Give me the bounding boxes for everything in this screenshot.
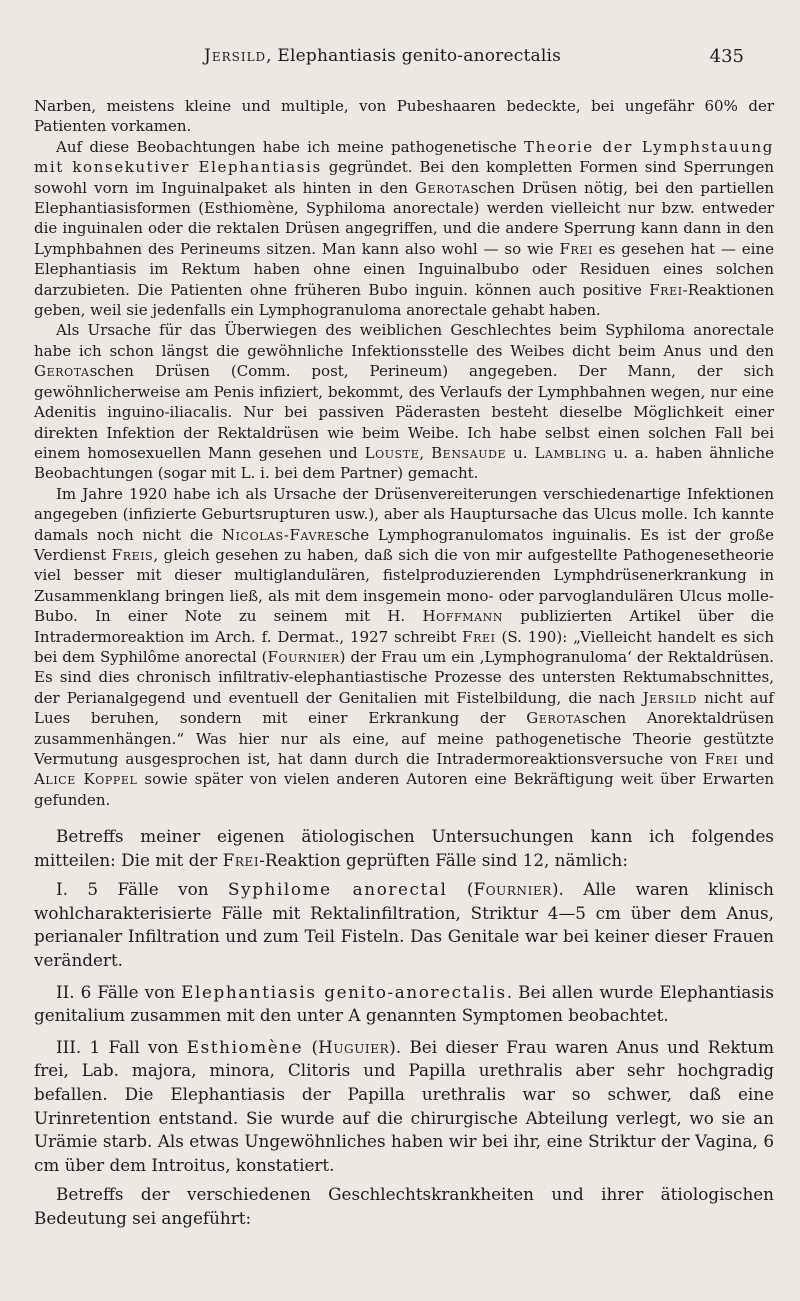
text-run: ( bbox=[303, 1036, 319, 1057]
author-name: Frei bbox=[559, 239, 593, 258]
text-run: ). Bei dieser Frau waren Anus und Rektum frei, Lab. majora, minora, Clitoris und Papilla urethralis aber sehr hochgradig befallen. Die Elephantiasis der Papilla urethralis war so schwer, daß eine Urinretention entstand. Sie wurde auf die chirurgische Abteilung verlegt, wo sie an Urämie starb. Als etwas Ungewöhnliches haben wir bei ihr, eine Striktur der Vagina, 6 cm über dem Introitus, konstatiert. bbox=[34, 1036, 775, 1175]
author-name: Frei bbox=[704, 750, 738, 768]
paragraph-sex-difference bbox=[34, 320, 774, 483]
text-run: (S. 190): „Vielleicht handelt es sich bei dem Syphilôme anorectal ( bbox=[34, 627, 774, 666]
author-name: Jersild bbox=[642, 688, 698, 707]
text-run: Im Jahre 1920 habe ich als Ursache der Drüsenvereiterungen verschiedenartige Infektionen angegeben (infizierte Geburtsrupturen usw.), aber als Hauptursache das Ulcus molle. Ich kannte damals noch nicht die bbox=[34, 484, 774, 544]
text-run: ) der Frau um ein ‚Lymphogranuloma‘ der Rektaldrüsen. Es sind dies chronisch infiltrativ-elephantiastische Prozesse des untersten Rektumabschnittes, der Perianalgegend und eventuell der Genitalien mit Fistelbildung, die nach bbox=[34, 647, 774, 707]
text-run: und bbox=[737, 750, 774, 768]
author-name: Frei bbox=[649, 280, 683, 299]
paragraph-own-studies bbox=[34, 825, 774, 872]
author-name: Gerota bbox=[34, 362, 90, 381]
text-run: schen Anorektaldrüsen zusammenhängen.“ Was hier nur als eine, auf meine pathogenetische Theorie gestützte Vermutung ausgesprochen ist, hat dann durch die Intradermoreaktionsversuche von bbox=[34, 709, 775, 768]
author-name: Louste bbox=[364, 443, 420, 462]
case-group-2 bbox=[34, 981, 774, 1028]
author-name: Gerota bbox=[414, 178, 471, 197]
text-run: sowie später von vielen anderen Autoren eine Bekräftigung weit über Erwarten gefunden. bbox=[34, 770, 774, 809]
text-run: u. a. haben ähnliche Beobachtungen (sogar mit L. i. bei dem Partner) gemacht. bbox=[34, 443, 775, 483]
author-name: Frei bbox=[222, 849, 260, 870]
emphasis-spaced: Syphilome anorectal bbox=[228, 879, 448, 900]
page-number: 435 bbox=[709, 46, 744, 67]
case-group-1 bbox=[34, 878, 774, 972]
text-run: III. 1 Fall von bbox=[56, 1036, 187, 1057]
author-name: Lambling bbox=[534, 443, 607, 462]
author-name: Huguier bbox=[318, 1036, 390, 1057]
emphasis-spaced: Theorie der Lymphstauung mit konsekutiver Elephantiasis bbox=[34, 137, 774, 177]
text-run: -Reaktion geprüften Fälle sind 12, nämlich: bbox=[259, 849, 628, 870]
emphasis-spaced: Elephantiasis genito-anorectalis bbox=[181, 981, 507, 1002]
body-text-small bbox=[34, 96, 774, 810]
text-run: gegründet. Bei den kompletten Formen sind Sperrungen sowohl vorn im Inguinalpaket als hinten in den bbox=[34, 158, 774, 197]
paragraph-continuation: Narben, meistens kleine und multiple, von Pubeshaaren bedeckte, bei ungefähr 60% der Patienten vorkamen. bbox=[34, 97, 774, 136]
text-run: ). Alle waren klinisch wohlcharakterisierte Fälle mit Rektalinfiltration, Striktur 4—5 cm über dem Anus, perianaler Infiltration und zum Teil Fisteln. Das Genitale war bei keiner dieser Frauen verändert. bbox=[34, 879, 774, 970]
text-run: u. bbox=[506, 443, 535, 462]
text-run: -Reaktionen geben, weil sie jedenfalls ein Lymphogranuloma anorectale gehabt haben. bbox=[34, 280, 774, 320]
text-run: ( bbox=[447, 879, 474, 900]
text-run: schen Drüsen nötig, bei den partiellen Elephantiasisformen (Esthiomène, Syphiloma anorectale) werden vielleicht nur bzw. entweder die inguinalen oder die rektalen Drüsen angegriffen, und die andere Sperrung kann dann in den Lymphbahnen des Perineums sitzen. Man kann also wohl — so wie bbox=[34, 178, 774, 258]
text-run: , gleich gesehen zu haben, daß sich die von mir aufgestellte Pathogenesetheorie viel besser mit dieser multiglandulären, fistelproduzierenden Lymphdrüsenerkrankung in Zusammenklang bringen ließ, als mit dem insgemein mono- oder parvoglandulären Ulcus molle-Bubo. In einer Note zu seinem mit H. bbox=[34, 545, 774, 626]
text-run: es gesehen hat — eine Elephantiasis im Rektum haben ohne einen Inguinalbubo oder Residuen eines solchen darzubieten. Die Patienten ohne früheren Bubo inguin. können auch positive bbox=[34, 239, 774, 299]
case-group-3 bbox=[34, 1036, 774, 1178]
text-run: Als Ursache für das Überwiegen des weiblichen Geschlechtes beim Syphiloma anorectale habe ich schon längst die gewöhnliche Infektionsstelle des Weibes dicht beim Anus und den bbox=[34, 321, 774, 360]
text-run: I. 5 Fälle von bbox=[56, 879, 229, 900]
author-name: Alice Koppel bbox=[34, 770, 138, 789]
paragraph-venereal-diseases: Betreffs der verschiedenen Geschlechtskrankheiten und ihrer ätiologischen Bedeutung sei angeführt: bbox=[34, 1184, 774, 1228]
paragraph-history-1920 bbox=[34, 484, 774, 811]
emphasis-spaced: Esthiomène bbox=[186, 1036, 304, 1057]
author-name: Nicolas-Favre bbox=[221, 525, 335, 544]
text-run: . Bei allen wurde Elephantiasis genitalium zusammen mit den unter A genannten Symptomen beobachtet. bbox=[34, 981, 774, 1026]
running-head bbox=[34, 46, 744, 72]
author-name: Frei bbox=[462, 627, 496, 646]
text-run: Betreffs meiner eigenen ätiologischen Untersuchungen kann ich folgendes mitteilen: Die mit der bbox=[34, 826, 774, 870]
paragraph-pathogenesis bbox=[34, 137, 774, 321]
text-run: II. 6 Fälle von bbox=[56, 981, 182, 1002]
author-name: Hoffmann bbox=[422, 607, 504, 626]
text-run: publizierten Artikel über die Intradermoreaktion im Arch. f. Dermat., 1927 schreibt bbox=[34, 607, 775, 646]
author-name: Fournier bbox=[473, 879, 552, 900]
running-author: Jersild bbox=[204, 46, 267, 66]
text-run: Auf diese Beobachtungen habe ich meine pathogenetische bbox=[56, 137, 525, 156]
author-name: Freis bbox=[111, 545, 154, 564]
text-run: , bbox=[419, 443, 432, 462]
author-name: Bensaude bbox=[431, 443, 507, 462]
body-text-large bbox=[34, 825, 774, 1231]
running-title-text: , Elephantiasis genito-anorectalis bbox=[266, 46, 562, 66]
text-run: nicht auf Lues beruhen, sondern mit einer Erkrankung der bbox=[34, 688, 774, 728]
author-name: Gerota bbox=[526, 709, 582, 728]
running-title bbox=[204, 46, 561, 66]
text-run: schen Drüsen (Comm. post, Perineum) angegeben. Der Mann, der sich gewöhnlicherweise am Penis infiziert, bekommt, des Verlaufs der Lymphbahnen wegen, nur eine Adenitis inguino-iliacalis. Nur bei passiven Päderasten besteht dieselbe Möglichkeit einer direkten Infektion der Rektaldrüsen wie beim Weibe. Ich habe selbst einen solchen Fall bei einem homosexuellen Mann gesehen und bbox=[34, 362, 774, 462]
author-name: Fournier bbox=[267, 647, 340, 666]
text-run: sche Lymphogranulomatos inguinalis. Es ist der große Verdienst bbox=[34, 525, 774, 564]
